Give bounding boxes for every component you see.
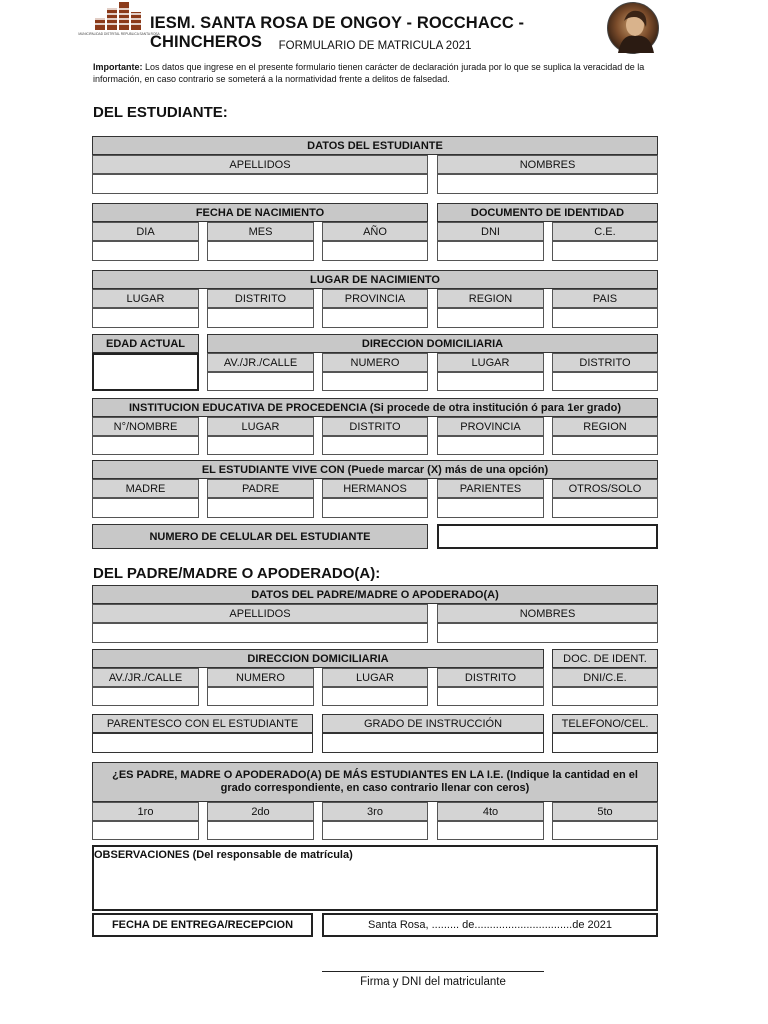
previous-school-distrito-label: DISTRITO [322, 417, 428, 436]
student-nombres-field[interactable] [437, 174, 658, 194]
lives-with-padre-field[interactable] [207, 498, 314, 518]
observations-label: OBSERVACIONES (Del responsable de matrícula) [94, 849, 353, 861]
birthplace-distrito-field[interactable] [207, 308, 314, 328]
parent-apellidos-label: APELLIDOS [92, 604, 428, 623]
birth-year-field[interactable] [322, 241, 428, 261]
svg-text:MUNICIPALIDAD DISTRITAL REPUBL: MUNICIPALIDAD DISTRITAL REPUBLICA SANTA ROSA [78, 32, 160, 36]
grade-5-label: 5to [552, 802, 658, 821]
previous-school-lugar-label: LUGAR [207, 417, 314, 436]
ce-field[interactable] [552, 241, 658, 261]
parent-dni-ce-label: DNI/C.E. [552, 668, 658, 687]
signature-line [322, 971, 544, 972]
lives-with-madre-field[interactable] [92, 498, 199, 518]
parent-address-lugar-label: LUGAR [322, 668, 428, 687]
important-note [93, 61, 663, 85]
student-section-title: DEL ESTUDIANTE: [93, 104, 228, 121]
birthplace-provincia-label: PROVINCIA [322, 289, 428, 308]
birthplace-lugar-label: LUGAR [92, 289, 199, 308]
previous-school-name-field[interactable] [92, 436, 199, 455]
ce-label: C.E. [552, 222, 658, 241]
birthplace-provincia-field[interactable] [322, 308, 428, 328]
student-address-distrito-label: DISTRITO [552, 353, 658, 372]
parent-address-street-field[interactable] [92, 687, 199, 706]
parent-address-number-field[interactable] [207, 687, 314, 706]
lives-with-parientes-field[interactable] [437, 498, 544, 518]
birthplace-pais-field[interactable] [552, 308, 658, 328]
lives-with-parientes-label: PARIENTES [437, 479, 544, 498]
observations-box[interactable] [92, 845, 658, 911]
birth-year-label: AÑO [322, 222, 428, 241]
grade-2-field[interactable] [207, 821, 314, 840]
previous-school-distrito-field[interactable] [322, 436, 428, 455]
parent-apellidos-field[interactable] [92, 623, 428, 643]
relationship-label: PARENTESCO CON EL ESTUDIANTE [92, 714, 313, 733]
student-data-header: DATOS DEL ESTUDIANTE [92, 136, 658, 155]
grade-2-label: 2do [207, 802, 314, 821]
birth-day-label: DIA [92, 222, 199, 241]
student-phone-field[interactable] [437, 524, 658, 549]
grade-1-field[interactable] [92, 821, 199, 840]
previous-school-provincia-field[interactable] [437, 436, 544, 455]
previous-school-provincia-label: PROVINCIA [437, 417, 544, 436]
birthplace-header: LUGAR DE NACIMIENTO [92, 270, 658, 289]
student-address-street-label: AV./JR./CALLE [207, 353, 314, 372]
student-address-number-field[interactable] [322, 372, 428, 391]
signature-label: Firma y DNI del matriculante [360, 976, 506, 988]
form-subtitle: FORMULARIO DE MATRICULA 2021 [278, 40, 472, 52]
parent-phone-field[interactable] [552, 733, 658, 753]
note-text: Los datos que ingrese en el presente formulario tienen carácter de declaración jurada por lo que se suplica la veracidad de la información, en caso contrario se someterá a la normatividad frente a delitos de falsedad. [93, 62, 645, 84]
grade-3-field[interactable] [322, 821, 428, 840]
birth-month-field[interactable] [207, 241, 314, 261]
birth-day-field[interactable] [92, 241, 199, 261]
birthplace-pais-label: PAIS [552, 289, 658, 308]
grade-5-field[interactable] [552, 821, 658, 840]
birthplace-lugar-field[interactable] [92, 308, 199, 328]
education-level-field[interactable] [322, 733, 544, 753]
parent-nombres-label: NOMBRES [437, 604, 658, 623]
student-phone-label: NUMERO DE CELULAR DEL ESTUDIANTE [92, 524, 428, 549]
parent-doc-ident-header: DOC. DE IDENT. [552, 649, 658, 668]
current-age-field[interactable] [92, 353, 199, 391]
lives-with-madre-label: MADRE [92, 479, 199, 498]
other-students-header: ¿ES PADRE, MADRE O APODERADO(A) DE MÁS ESTUDIANTES EN LA I.E. (Indique la cantidad en el grado correspondiente, en caso contrario llenar con ceros) [92, 762, 658, 802]
student-address-distrito-field[interactable] [552, 372, 658, 391]
parent-address-distrito-field[interactable] [437, 687, 544, 706]
grade-1-label: 1ro [92, 802, 199, 821]
lives-with-hermanos-field[interactable] [322, 498, 428, 518]
lives-with-header: EL ESTUDIANTE VIVE CON (Puede marcar (X) más de una opción) [92, 460, 658, 479]
relationship-field[interactable] [92, 733, 313, 753]
student-address-header: DIRECCION DOMICILIARIA [207, 334, 658, 353]
student-apellidos-label: APELLIDOS [92, 155, 428, 174]
parent-phone-label: TELEFONO/CEL. [552, 714, 658, 733]
parent-address-lugar-field[interactable] [322, 687, 428, 706]
page-title: IESM. SANTA ROSA DE ONGOY - ROCCHACC - CHINCHEROS [150, 14, 525, 51]
parent-data-header: DATOS DEL PADRE/MADRE O APODERADO(A) [92, 585, 658, 604]
previous-school-header: INSTITUCION EDUCATIVA DE PROCEDENCIA (Si procede de otra institución ó para 1er grado) [92, 398, 658, 417]
student-address-street-field[interactable] [207, 372, 314, 391]
birthplace-region-label: REGION [437, 289, 544, 308]
student-address-number-label: NUMERO [322, 353, 428, 372]
student-nombres-label: NOMBRES [437, 155, 658, 174]
lives-with-hermanos-label: HERMANOS [322, 479, 428, 498]
previous-school-name-label: N°/NOMBRE [92, 417, 199, 436]
parent-dni-ce-field[interactable] [552, 687, 658, 706]
previous-school-region-label: REGION [552, 417, 658, 436]
birthplace-region-field[interactable] [437, 308, 544, 328]
lives-with-otros-field[interactable] [552, 498, 658, 518]
dni-field[interactable] [437, 241, 544, 261]
student-apellidos-field[interactable] [92, 174, 428, 194]
student-address-lugar-label: LUGAR [437, 353, 544, 372]
birth-month-label: MES [207, 222, 314, 241]
institution-logo [78, 2, 160, 40]
previous-school-region-field[interactable] [552, 436, 658, 455]
id-document-header: DOCUMENTO DE IDENTIDAD [437, 203, 658, 222]
parent-address-header: DIRECCION DOMICILIARIA [92, 649, 544, 668]
lives-with-padre-label: PADRE [207, 479, 314, 498]
parent-address-street-label: AV./JR./CALLE [92, 668, 199, 687]
parent-section-title: DEL PADRE/MADRE O APODERADO(A): [93, 565, 381, 582]
grade-3-label: 3ro [322, 802, 428, 821]
birth-date-header: FECHA DE NACIMIENTO [92, 203, 428, 222]
student-address-lugar-field[interactable] [437, 372, 544, 391]
lives-with-otros-label: OTROS/SOLO [552, 479, 658, 498]
parent-address-number-label: NUMERO [207, 668, 314, 687]
saint-portrait-image [607, 2, 659, 54]
grade-4-field[interactable] [437, 821, 544, 840]
birthplace-distrito-label: DISTRITO [207, 289, 314, 308]
note-label: Importante: [93, 62, 143, 72]
previous-school-lugar-field[interactable] [207, 436, 314, 455]
dni-label: DNI [437, 222, 544, 241]
grade-4-label: 4to [437, 802, 544, 821]
delivery-date-field[interactable]: Santa Rosa, ......... de................................de 2021 [322, 913, 658, 937]
current-age-header: EDAD ACTUAL [92, 334, 199, 353]
parent-address-distrito-label: DISTRITO [437, 668, 544, 687]
parent-nombres-field[interactable] [437, 623, 658, 643]
delivery-date-label: FECHA DE ENTREGA/RECEPCION [92, 913, 313, 937]
education-level-label: GRADO DE INSTRUCCIÓN [322, 714, 544, 733]
